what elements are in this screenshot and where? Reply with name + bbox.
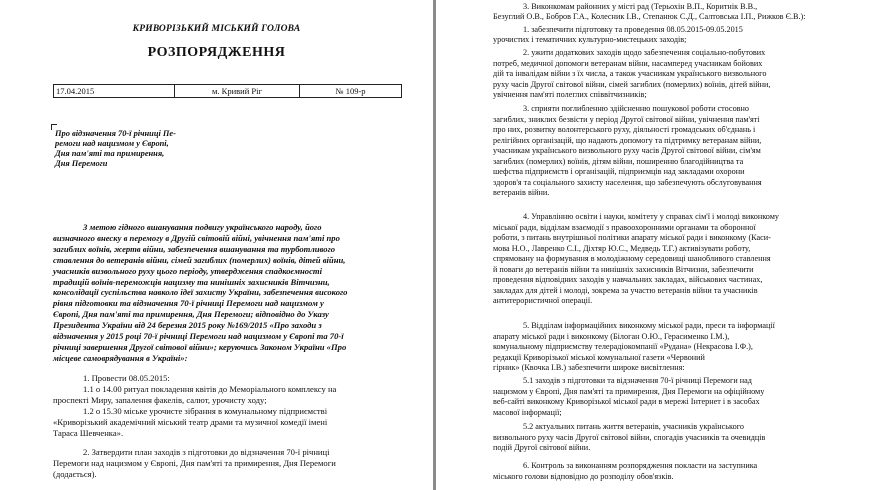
- clause-line: спрямовану на формування в молодіжному середовищі шанобливого ставлення: [493, 254, 771, 263]
- clause-line: дій та інвалідам війни з їх числа, а також учасникам українського визвольного: [493, 69, 767, 78]
- clause-line: комунальному підприємству телерадіокомпанії «Рудана» (Некрасова І.Ф.),: [493, 342, 753, 351]
- preamble-line: консолідації суспільства навколо ідеї захисту України, забезпечення високого: [53, 287, 348, 298]
- clause-line: 3. Виконкомам районних у місті рад (Терьохін В.П., Коритнік В.В.,: [523, 2, 758, 11]
- clause-line: апарату міської ради і виконкому (Білоган О.Ю., Герасименко І.М.),: [493, 331, 730, 341]
- clause-line: увічнення пам'яті полеглих співвітчизників;: [493, 90, 647, 99]
- clause-line: потреб, медичної допомоги ветеранам війни, насамперед учасникам бойових: [493, 58, 763, 68]
- clause-line: 1. Провести 08.05.2015:: [83, 373, 170, 383]
- clause-line: про них, розвитку волонтерського руху, діяльності громадських об'єднань і: [493, 125, 756, 134]
- clause-line: релігійних організацій, що надають допомогу та підтримку ветеранам війни,: [493, 135, 762, 145]
- title-line: ремоги над нацизмом у Європі,: [55, 139, 169, 148]
- issuer-header: КРИВОРІЗЬКИЙ МІСЬКИЙ ГОЛОВА: [132, 24, 301, 34]
- clause-line: 2. Затвердити план заходів з підготовки до відзначення 70-ї річниці: [83, 447, 330, 457]
- document-date: 17.04.2015: [54, 85, 175, 97]
- document-meta-row: [53, 84, 402, 98]
- clause-line: 5.1 заходів з підготовки та відзначення 70-ї річниці Перемоги над: [523, 376, 752, 385]
- clause-line: роботи, з питань внутрішньої політики апарату міської ради і виконкому (Каси-: [493, 233, 771, 242]
- clause-line: Безуглий О.В., Бобров Г.А., Колесник І.В., Степанюк С.Д., Салтовська І.П., Рижков Є.В.):: [493, 12, 806, 21]
- clause-line: веб-сайті виконкому Криворізької міської ради в мережі Інтернет і в засобах: [493, 397, 760, 406]
- clause-line: (додається).: [53, 469, 97, 479]
- preamble-line: З метою гідного вшанування подвигу українського народу, його: [83, 222, 322, 232]
- clause-line: здоров'я та соціального захисту населення, що забезпечують обслуговування: [493, 177, 762, 187]
- clause-line: 5. Відділам інформаційних виконкому міської ради, преси та інформації: [523, 321, 775, 330]
- clause-line: загиблих (померлих) воїнів, дітям війни, поширенню благодійництва та: [493, 156, 744, 166]
- document-page-left: [0, 0, 433, 490]
- clause-line: Тараса Шевченка».: [53, 428, 124, 438]
- clause-line: «Криворізький академічний міський театр драми та музичної комедії імені: [53, 417, 328, 427]
- clause-line: Перемоги над нацизмом у Європі, Дня пам'яті та примирення, Дня Перемоги: [53, 458, 336, 468]
- clause-line: 4. Управлінню освіти і науки, комітету у справах сім'ї і молоді виконкому: [523, 212, 780, 221]
- preamble-line: місцеве самоврядування в Україні»:: [53, 352, 188, 363]
- clause-line: масової інформації;: [493, 407, 562, 417]
- document-city: м. Кривий Ріг: [175, 85, 300, 97]
- preamble-line: учасників визвольного руху цього періоду, утвердження спадкоємності: [53, 265, 322, 276]
- clause-line: 3. сприяти поглибленню здійсненню пошукової роботи стосовно: [523, 104, 749, 113]
- preamble-line: традицій воїнів-переможців нацизму та нинішніх захисників Вітчизни,: [53, 276, 330, 287]
- document-number: № 109-р: [335, 86, 366, 96]
- clause-line: ветеранів війни.: [493, 188, 550, 197]
- preamble-line: загиблих воїнів, жертв війни, забезпечення вшанування та турботливого: [53, 243, 336, 254]
- clause-line: проведення відповідних заходів у навчальних закладах, військових частинах,: [493, 275, 763, 284]
- clause-line: 1. забезпечити підготовку та проведення 08.05.2015-09.05.2015: [523, 25, 743, 34]
- clause-line: 2. ужити додаткових заходів щодо забезпечення соціально-побутових: [523, 48, 766, 57]
- clause-line: нацизмом у Європі, Дня пам'яті та примирення, Дня Перемоги на офіційному: [493, 386, 765, 396]
- document-type-title: РОЗПОРЯДЖЕННЯ: [147, 45, 286, 60]
- preamble-line: Європі, Дня пам'яті та примирення, Дня Перемоги; відповідно до Указу: [53, 309, 329, 320]
- clause-line: й поваги до ветеранів війни та нинішніх захисників Вітчизни, забезпечити: [493, 264, 754, 274]
- clause-line: 1.2 о 15.30 міське урочисте зібрання в комунальному підприємстві: [83, 406, 328, 416]
- title-line: Дня Перемоги: [55, 159, 108, 168]
- preamble-line: рівня підготовки та відзначення 70-ї річниці Перемоги над нацизмом у: [53, 298, 324, 309]
- clause-line: міської ради, відділам взаємодії з правоохоронними органами та оборонної: [493, 222, 756, 232]
- preamble-line: ставлення до ветеранів війни, сімей загиблих (померлих) воїнів, дітей війни,: [53, 254, 346, 265]
- title-line: Дня пам'яті та примирення,: [55, 149, 165, 158]
- clause-line: закладах для дітей і молоді, зокрема за участю ветеранів війни та учасників: [493, 285, 758, 295]
- clause-line: загиблих, зниклих безвісти у період Другої світової війни, увічнення пам'яті: [493, 114, 760, 124]
- clause-line: подій Другої світової війни.: [493, 443, 591, 452]
- clause-line: руху часів Другої світової війни, сімей загиблих (померлих) воїнів, дітей війни,: [493, 79, 771, 89]
- title-line: Про відзначення 70-ї річниці Пе-: [55, 129, 176, 138]
- preamble-line: відзначення у 2015 році 70-ї річниці Перемоги над нацизмом у Європі та 70-ї: [53, 331, 344, 341]
- clause-line: антитерористичної операції.: [493, 296, 593, 305]
- document-page-right: [436, 0, 869, 490]
- clause-line: 1.1 о 14.00 ритуал покладення квітів до Меморіального комплексу на: [83, 384, 337, 394]
- clause-line: 6. Контроль за виконанням розпорядження покласти на заступника: [523, 461, 758, 470]
- clause-line: визвольного руху часів Другої світової війни, спогадів учасників та очевидців: [493, 432, 766, 442]
- preamble-line: Президента України від 24 березня 2015 року №169/2015 «Про заходи з: [53, 320, 322, 331]
- preamble-line: визначного внеску в перемогу в Другій світовій війні, увічнення пам'яті про: [53, 232, 340, 243]
- clause-line: проспекті Миру, запалення факелів, салют, урочисту ходу;: [53, 395, 267, 405]
- clause-line: міського голови відповідно до розподілу обов'язків.: [493, 471, 674, 481]
- clause-line: мова Н.О., Лавренко С.І., Діхтяр Ю.С., Медведь Т.Г.) активізувати роботу,: [493, 243, 751, 253]
- clause-line: 5.2 актуальних питань життя ветеранів, учасників українського: [523, 422, 744, 431]
- clause-line: гірник» (Квочка І.В.) забезпечити широке висвітлення:: [493, 363, 685, 372]
- clause-line: шефства підприємств і організацій, підприємців над закладами охорони: [493, 167, 745, 176]
- preamble-line: річниці завершення Другої світової війни»; керуючись Законом України «Про: [53, 341, 347, 352]
- clause-line: урочистих і тематичних культурно-мистецьких заходів;: [493, 35, 687, 44]
- clause-line: учасникам українського визвольного руху часів Другої світової війни, сім'ям: [493, 146, 761, 155]
- clause-line: редакції Криворізької міської комунальної газети «Червоний: [493, 352, 705, 362]
